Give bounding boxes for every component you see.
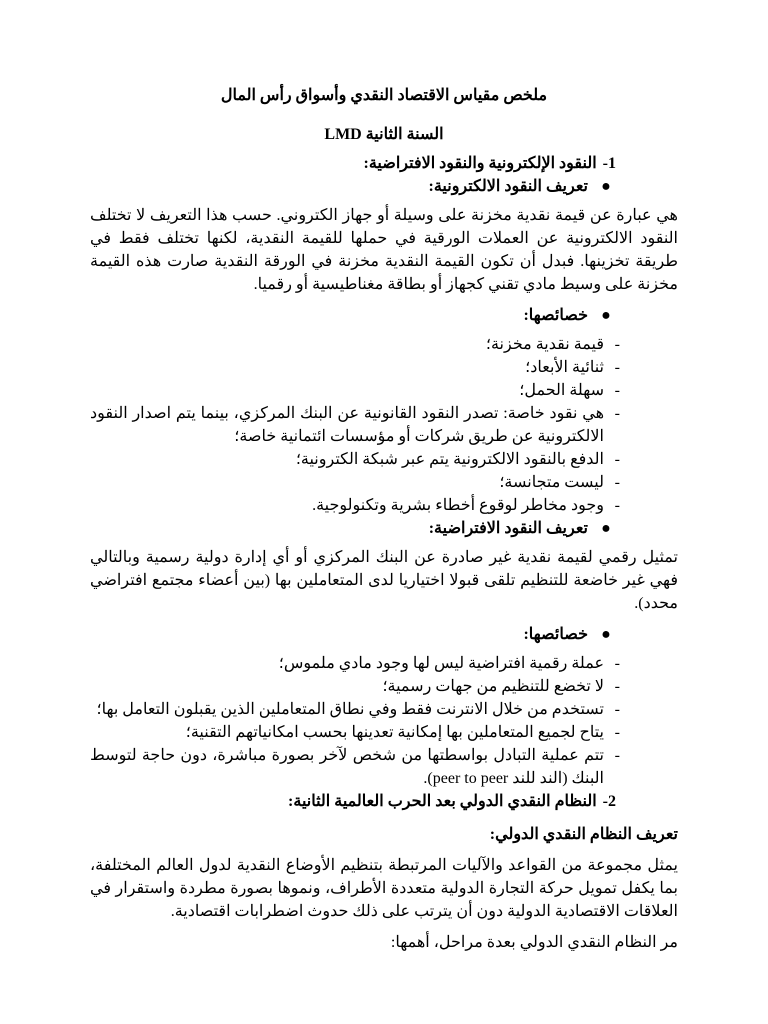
dash-icon: - <box>614 724 620 741</box>
monetary-definition-text: يمثل مجموعة من القواعد والآليات المرتبطة بتنظيم الأوضاع النقدية لدول العالم المختلفة، بما يكفل تمويل حركة التجارة الدولية متعددة الأطراف، ونموها بصورة مطردة واستقرار في العلاقات الاقتصادية الدولية دون أن يترتب على ذلك حدوث اضطرابات اقتصادية. <box>90 857 678 920</box>
dash-icon: - <box>614 497 620 514</box>
document-title: ملخص مقياس الاقتصاد النقدي وأسواق رأس المال <box>220 87 548 104</box>
bullet-icon: ● <box>601 307 611 324</box>
dash-icon: - <box>614 474 620 491</box>
dash-icon: - <box>614 451 620 468</box>
dash-icon: - <box>614 701 620 718</box>
electronic-definition-text: هي عبارة عن قيمة نقدية مخزنة على وسيلة أو جهاز الكتروني. حسب هذا التعريف لا تختلف النقود الالكترونية عن العملات الورقية في حملها للقيمة النقدية، لكنها تختلف فقط في طريقة تخزينها. فبدل أن تكون القيمة النقدية مخزنة في الورقة النقدية صارت هذه القيمة مخزنة على وسيط مادي تقني كجهاز أو بطاقة مغناطيسية أو رقميا. <box>90 207 679 293</box>
virtual-properties-list <box>90 652 678 790</box>
list-item: - يتاح لجميع المتعاملين بها إمكانية تعدينها بحسب امكانياتهم التقنية؛ <box>90 721 678 744</box>
monetary-definition-heading: تعريف النظام النقدي الدولي: <box>489 826 678 843</box>
section-1-heading <box>90 152 678 175</box>
bullet-icon: ● <box>601 520 611 537</box>
list-item: - هي نقود خاصة: تصدر النقود القانونية عن البنك المركزي، بينما يتم اصدار النقود الالكترونية عن طريق شركات أو مؤسسات ائتمانية خاصة؛ <box>90 402 678 448</box>
list-item: - ليست متجانسة؛ <box>90 471 678 494</box>
document-subtitle: السنة الثانية LMD <box>324 126 444 143</box>
virtual-definition-text: تمثيل رقمي لقيمة نقدية غير صادرة عن البنك المركزي أو أي إدارة دولية رسمية وبالتالي فهي غير خاضعة للتنظيم تلقى قبولا اختياريا لدى المتعاملين بها (بين أعضاء مجتمع افتراضي محدد). <box>90 549 678 612</box>
list-item: - لا تخضع للتنظيم من جهات رسمية؛ <box>90 675 678 698</box>
document-page <box>90 84 678 962</box>
dash-icon: - <box>614 359 620 376</box>
dash-icon: - <box>614 405 620 422</box>
monetary-stages-text: مر النظام النقدي الدولي بعدة مراحل، أهمها: <box>390 934 678 951</box>
list-item: - عملة رقمية افتراضية ليس لها وجود مادي ملموس؛ <box>90 652 678 675</box>
dash-icon: - <box>614 655 620 672</box>
list-item: - تتم عملية التبادل بواسطتها من شخص لآخر بصورة مباشرة، دون حاجة لتوسط البنك (الند للند peer to peer). <box>90 744 678 790</box>
electronic-definition-heading: ● تعريف النقود الالكترونية: <box>90 175 678 198</box>
dash-icon: - <box>614 747 620 764</box>
virtual-definition-heading: ● تعريف النقود الافتراضية: <box>90 517 678 540</box>
list-item: - سهلة الحمل؛ <box>90 379 678 402</box>
dash-icon: - <box>614 678 620 695</box>
section-1-title: النقود الإلكترونية والنقود الافتراضية: <box>363 155 597 172</box>
dash-icon: - <box>614 336 620 353</box>
dash-icon: - <box>614 382 620 399</box>
electronic-properties-heading: ● خصائصها: <box>90 304 678 327</box>
list-item: - قيمة نقدية مخزنة؛ <box>90 333 678 356</box>
list-item: - ثنائية الأبعاد؛ <box>90 356 678 379</box>
section-2-title: النظام النقدي الدولي بعد الحرب العالمية الثانية: <box>288 793 597 810</box>
virtual-properties-heading: ● خصائصها: <box>90 623 678 646</box>
electronic-properties-list <box>90 333 678 517</box>
bullet-icon: ● <box>601 178 611 195</box>
section-2-number: 2- <box>602 793 616 810</box>
section-2-heading <box>90 790 678 813</box>
list-item: - تستخدم من خلال الانترنت فقط وفي نطاق المتعاملين الذين يقبلون التعامل بها؛ <box>90 698 678 721</box>
list-item: - وجود مخاطر لوقوع أخطاء بشرية وتكنولوجية. <box>90 494 678 517</box>
bullet-icon: ● <box>601 626 611 643</box>
section-1-number: 1- <box>602 155 616 172</box>
list-item: - الدفع بالنقود الالكترونية يتم عبر شبكة الكترونية؛ <box>90 448 678 471</box>
